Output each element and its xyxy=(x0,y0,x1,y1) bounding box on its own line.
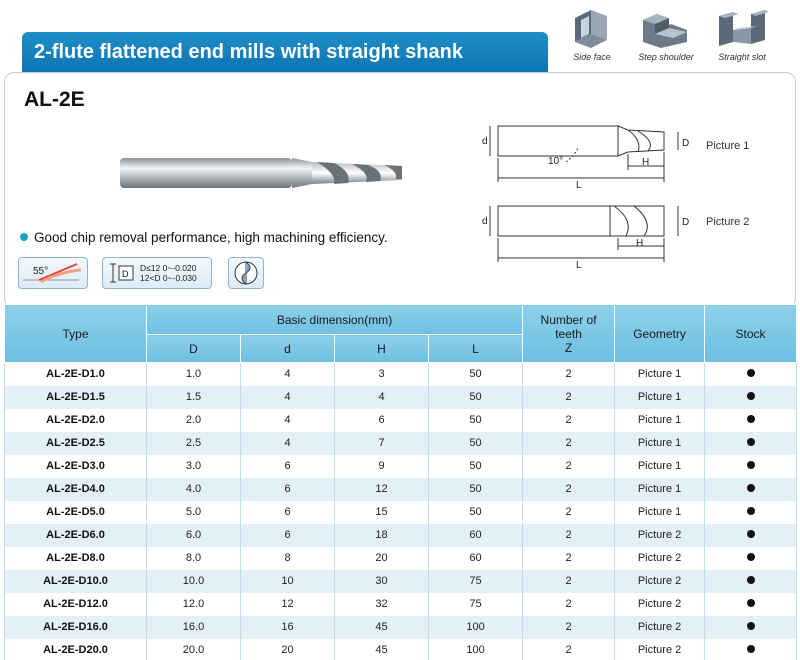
cell-l: 50 xyxy=(429,386,523,409)
flute-section-badge xyxy=(228,257,264,289)
cell-d: 2.5 xyxy=(147,432,241,455)
cell-d: 6 xyxy=(241,524,335,547)
cell-d: 12 xyxy=(241,593,335,616)
cell-d: 4 xyxy=(241,432,335,455)
cell-d: 6 xyxy=(241,455,335,478)
end-mill-photo xyxy=(112,140,412,210)
cell-h: 20 xyxy=(335,547,429,570)
flute-section-icon xyxy=(229,258,263,288)
cell-h: 32 xyxy=(335,593,429,616)
cell-d: 2.0 xyxy=(147,409,241,432)
cell-type: AL-2E-D10.0 xyxy=(5,570,147,593)
cell-d: 3.0 xyxy=(147,455,241,478)
cell-stock xyxy=(705,363,797,386)
table-row xyxy=(5,363,797,386)
cell-geometry: Picture 1 xyxy=(615,501,705,524)
table-row xyxy=(5,547,797,570)
header-geometry: Geometry xyxy=(615,305,705,363)
picture-1-label: Picture 1 xyxy=(706,140,750,152)
product-model: AL-2E xyxy=(24,88,85,111)
cell-d: 4 xyxy=(241,386,335,409)
in-stock-icon xyxy=(747,484,755,492)
cell-h: 7 xyxy=(335,432,429,455)
table-row xyxy=(5,432,797,455)
cell-d: 4.0 xyxy=(147,478,241,501)
cell-geometry: Picture 1 xyxy=(615,478,705,501)
cell-stock xyxy=(705,409,797,432)
dim-L-label: L xyxy=(576,180,582,191)
cell-geometry: Picture 2 xyxy=(615,616,705,639)
cell-geometry: Picture 1 xyxy=(615,386,705,409)
header-basic-dimension: Basic dimension(mm) xyxy=(147,305,523,335)
cell-stock xyxy=(705,524,797,547)
cell-z: 2 xyxy=(523,455,615,478)
app-straight-slot: Straight slot xyxy=(710,8,774,62)
cell-z: 2 xyxy=(523,363,615,386)
cell-type: AL-2E-D12.0 xyxy=(5,593,147,616)
in-stock-icon xyxy=(747,599,755,607)
cell-d: 10.0 xyxy=(147,570,241,593)
bullet-icon xyxy=(20,233,28,241)
dim-H-label: H xyxy=(642,157,650,168)
cell-type: AL-2E-D20.0 xyxy=(5,639,147,660)
table-row xyxy=(5,524,797,547)
cell-d: 6 xyxy=(241,501,335,524)
table-row xyxy=(5,455,797,478)
app-step-shoulder: Step shoulder xyxy=(634,8,698,62)
cell-d: 1.0 xyxy=(147,363,241,386)
in-stock-icon xyxy=(747,645,755,653)
table-row xyxy=(5,593,797,616)
cell-type: AL-2E-D1.0 xyxy=(5,363,147,386)
dim-D-label: D xyxy=(682,138,690,149)
cell-z: 2 xyxy=(523,570,615,593)
cell-h: 45 xyxy=(335,616,429,639)
svg-text:55°: 55° xyxy=(33,266,49,277)
cell-d: 4 xyxy=(241,363,335,386)
cell-geometry: Picture 2 xyxy=(615,547,705,570)
in-stock-icon xyxy=(747,438,755,446)
cell-type: AL-2E-D1.5 xyxy=(5,386,147,409)
cell-stock xyxy=(705,570,797,593)
cell-geometry: Picture 1 xyxy=(615,363,705,386)
table-row xyxy=(5,616,797,639)
dim-H-label-2: H xyxy=(636,238,644,249)
cell-l: 50 xyxy=(429,432,523,455)
in-stock-icon xyxy=(747,553,755,561)
cell-d: 6.0 xyxy=(147,524,241,547)
cell-z: 2 xyxy=(523,616,615,639)
cell-stock xyxy=(705,386,797,409)
cell-h: 9 xyxy=(335,455,429,478)
cell-stock xyxy=(705,478,797,501)
application-icons xyxy=(560,8,790,68)
cell-h: 4 xyxy=(335,386,429,409)
cell-geometry: Picture 2 xyxy=(615,570,705,593)
cell-d: 12.0 xyxy=(147,593,241,616)
cell-z: 2 xyxy=(523,639,615,660)
cell-stock xyxy=(705,432,797,455)
in-stock-icon xyxy=(747,530,755,538)
in-stock-icon xyxy=(747,576,755,584)
cell-geometry: Picture 1 xyxy=(615,455,705,478)
dim-angle-label: 10° xyxy=(548,156,564,167)
cell-h: 15 xyxy=(335,501,429,524)
in-stock-icon xyxy=(747,461,755,469)
cell-l: 60 xyxy=(429,524,523,547)
in-stock-icon xyxy=(747,622,755,630)
cell-l: 50 xyxy=(429,363,523,386)
cell-stock xyxy=(705,501,797,524)
cell-z: 2 xyxy=(523,501,615,524)
cell-l: 100 xyxy=(429,616,523,639)
cell-geometry: Picture 2 xyxy=(615,639,705,660)
cell-geometry: Picture 1 xyxy=(615,409,705,432)
cell-d: 1.5 xyxy=(147,386,241,409)
cell-stock xyxy=(705,639,797,660)
cell-stock xyxy=(705,616,797,639)
cell-l: 75 xyxy=(429,593,523,616)
table-row xyxy=(5,570,797,593)
cell-d: 8.0 xyxy=(147,547,241,570)
cell-type: AL-2E-D8.0 xyxy=(5,547,147,570)
cell-d: 20.0 xyxy=(147,639,241,660)
cell-d: 5.0 xyxy=(147,501,241,524)
cell-h: 6 xyxy=(335,409,429,432)
header-teeth: Number of teeth Z xyxy=(523,305,615,363)
cell-stock xyxy=(705,593,797,616)
cell-d: 10 xyxy=(241,570,335,593)
cell-geometry: Picture 1 xyxy=(615,432,705,455)
side-face-icon xyxy=(567,8,617,48)
cell-h: 12 xyxy=(335,478,429,501)
picture-2-label: Picture 2 xyxy=(706,216,750,228)
cell-l: 100 xyxy=(429,639,523,660)
cell-d: 20 xyxy=(241,639,335,660)
cell-type: AL-2E-D5.0 xyxy=(5,501,147,524)
cell-type: AL-2E-D3.0 xyxy=(5,455,147,478)
diameter-tolerance-icon xyxy=(105,258,139,288)
cell-geometry: Picture 2 xyxy=(615,524,705,547)
dim-d-label: d xyxy=(482,136,488,147)
cell-z: 2 xyxy=(523,547,615,570)
helix-angle-badge xyxy=(18,257,88,289)
header-D: D xyxy=(147,335,241,363)
cell-z: 2 xyxy=(523,524,615,547)
helix-angle-icon xyxy=(19,258,87,288)
cell-l: 50 xyxy=(429,501,523,524)
cell-l: 50 xyxy=(429,455,523,478)
table-row xyxy=(5,409,797,432)
cell-d: 16.0 xyxy=(147,616,241,639)
header-stock: Stock xyxy=(705,305,797,363)
cell-z: 2 xyxy=(523,409,615,432)
drawing-picture-1 xyxy=(478,118,698,196)
dim-D-label-2: D xyxy=(682,217,690,228)
cell-d: 4 xyxy=(241,409,335,432)
step-shoulder-icon xyxy=(639,8,693,48)
cell-type: AL-2E-D4.0 xyxy=(5,478,147,501)
cell-d: 16 xyxy=(241,616,335,639)
in-stock-icon xyxy=(747,392,755,400)
cell-z: 2 xyxy=(523,432,615,455)
cell-type: AL-2E-D2.0 xyxy=(5,409,147,432)
table-row xyxy=(5,501,797,524)
cell-l: 50 xyxy=(429,478,523,501)
cell-type: AL-2E-D6.0 xyxy=(5,524,147,547)
in-stock-icon xyxy=(747,507,755,515)
dim-L-label-2: L xyxy=(576,260,582,271)
header-d: d xyxy=(241,335,335,363)
cell-h: 3 xyxy=(335,363,429,386)
straight-slot-icon xyxy=(715,8,769,48)
dim-d-label-2: d xyxy=(482,216,488,227)
cell-z: 2 xyxy=(523,593,615,616)
cell-l: 50 xyxy=(429,409,523,432)
dimension-table xyxy=(4,304,797,660)
in-stock-icon xyxy=(747,369,755,377)
cell-type: AL-2E-D16.0 xyxy=(5,616,147,639)
header-L: L xyxy=(429,335,523,363)
cell-stock xyxy=(705,455,797,478)
app-side-face: Side face xyxy=(560,8,624,62)
cell-type: AL-2E-D2.5 xyxy=(5,432,147,455)
cell-h: 30 xyxy=(335,570,429,593)
cell-stock xyxy=(705,547,797,570)
tolerance-text: D≤12 0~-0.020 12<D 0~-0.030 xyxy=(140,263,197,283)
cell-geometry: Picture 2 xyxy=(615,593,705,616)
cell-z: 2 xyxy=(523,386,615,409)
feature-text: Good chip removal performance, high machining efficiency. xyxy=(20,230,388,245)
table-row xyxy=(5,478,797,501)
cell-d: 6 xyxy=(241,478,335,501)
cell-l: 75 xyxy=(429,570,523,593)
cell-l: 60 xyxy=(429,547,523,570)
header-type: Type xyxy=(5,305,147,363)
header-H: H xyxy=(335,335,429,363)
cell-d: 8 xyxy=(241,547,335,570)
cell-z: 2 xyxy=(523,478,615,501)
in-stock-icon xyxy=(747,415,755,423)
page-title: 2-flute flattened end mills with straight shank xyxy=(22,32,548,72)
drawing-picture-2 xyxy=(478,196,698,272)
cell-h: 18 xyxy=(335,524,429,547)
svg-text:D: D xyxy=(122,269,129,279)
cell-h: 45 xyxy=(335,639,429,660)
table-row xyxy=(5,386,797,409)
table-row xyxy=(5,639,797,660)
